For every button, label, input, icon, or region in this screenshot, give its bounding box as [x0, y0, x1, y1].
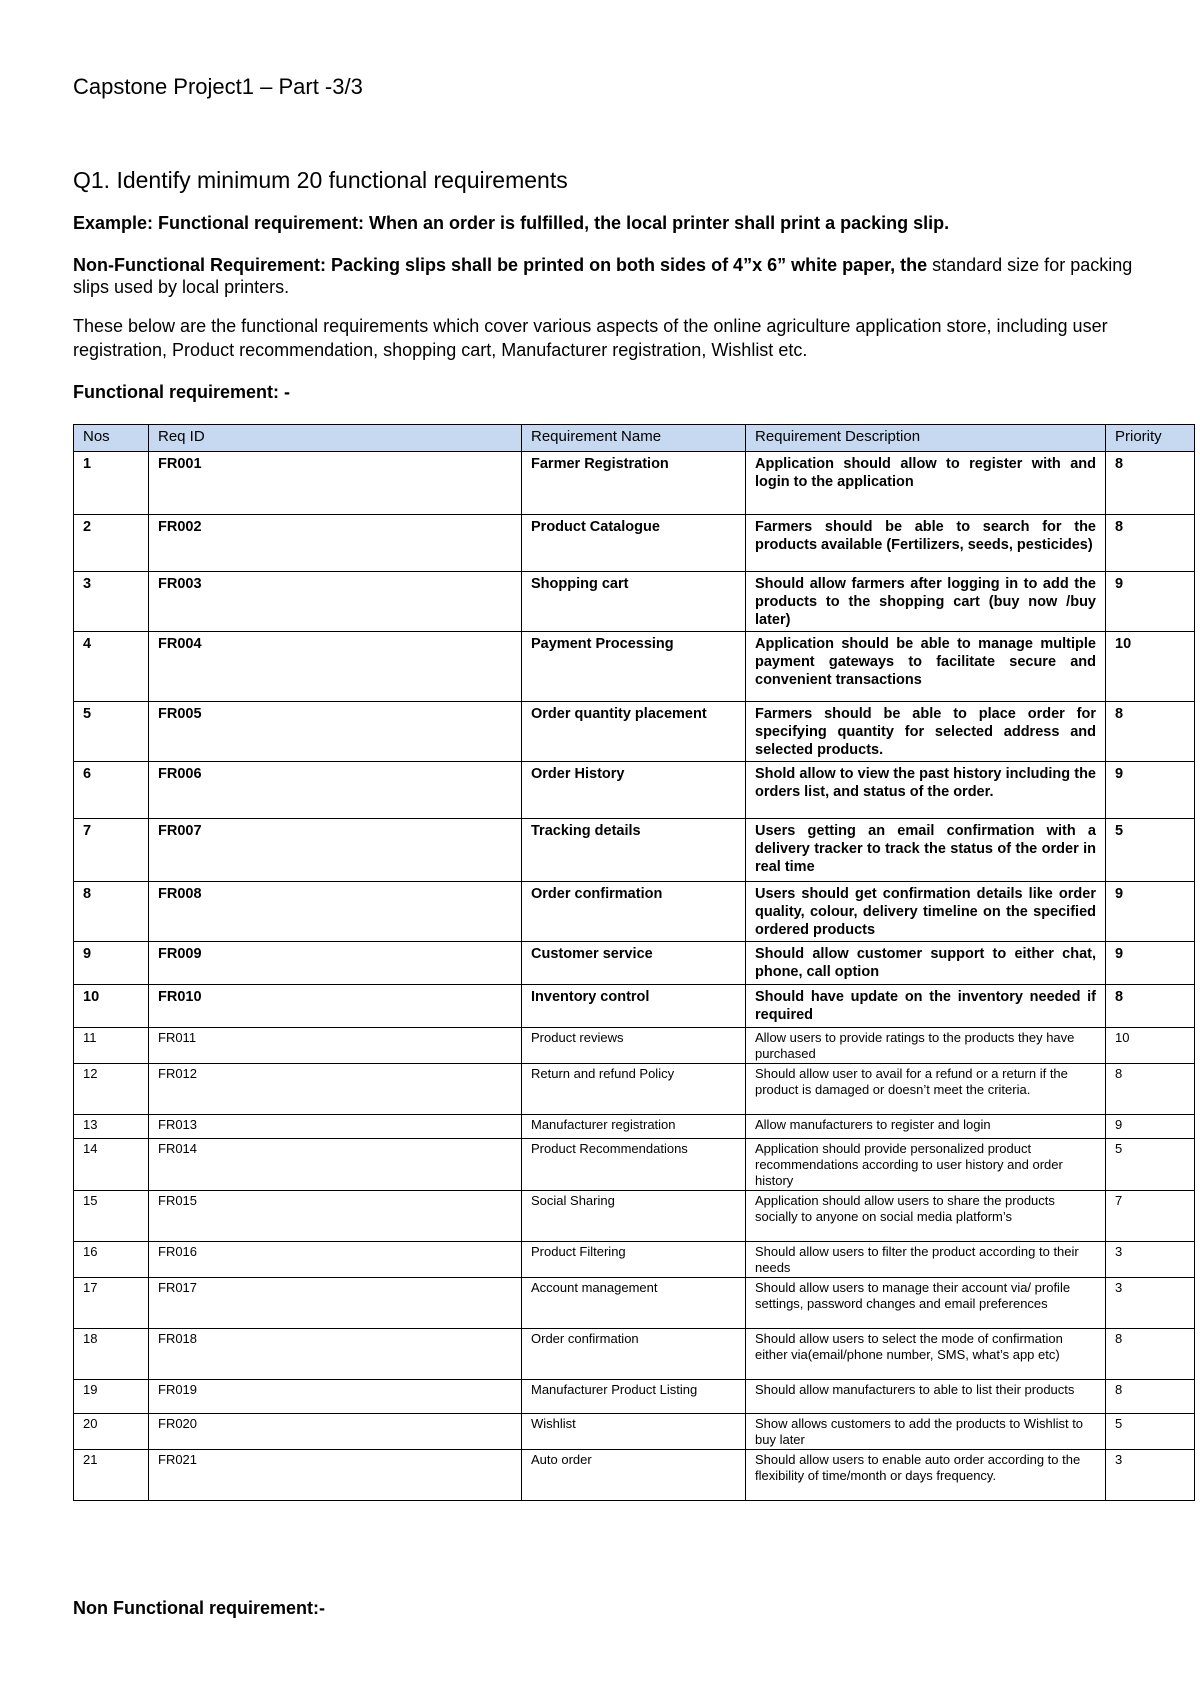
cell-req-id: FR017 [149, 1278, 522, 1329]
non-functional-requirement-heading: Non Functional requirement:- [73, 1598, 325, 1618]
cell-priority: 9 [1106, 942, 1195, 985]
cell-priority: 9 [1106, 572, 1195, 632]
cell-req-id: FR010 [149, 985, 522, 1028]
table-row [74, 1450, 1195, 1501]
cell-req-id: FR005 [149, 702, 522, 762]
cell-priority: 5 [1106, 1139, 1195, 1191]
cell-req-id: FR002 [149, 515, 522, 572]
cell-req-id: FR011 [149, 1028, 522, 1064]
cell-req-id: FR006 [149, 762, 522, 819]
cell-requirement-description: Application should allow users to share the products socially to anyone on social media platform’s [746, 1191, 1106, 1242]
cell-requirement-name: Product Catalogue [522, 515, 746, 572]
cell-requirement-description: Users should get confirmation details like order quality, colour, delivery timeline on the specified ordered products [746, 882, 1106, 942]
cell-req-id: FR012 [149, 1064, 522, 1115]
cell-req-id: FR016 [149, 1242, 522, 1278]
cell-requirement-name: Account management [522, 1278, 746, 1329]
cell-requirement-description: Should allow manufacturers to able to list their products [746, 1380, 1106, 1414]
cell-requirement-description: Should have update on the inventory needed if required [746, 985, 1106, 1028]
cell-requirement-name: Tracking details [522, 819, 746, 882]
cell-requirement-description: Should allow user to avail for a refund or a return if the product is damaged or doesn’t meet the criteria. [746, 1064, 1106, 1115]
cell-requirement-description: Should allow farmers after logging in to add the products to the shopping cart (buy now /buy later) [746, 572, 1106, 632]
cell-requirement-name: Return and refund Policy [522, 1064, 746, 1115]
cell-nos: 3 [74, 572, 149, 632]
table-row [74, 819, 1195, 882]
cell-nos: 9 [74, 942, 149, 985]
cell-nos: 6 [74, 762, 149, 819]
table-row [74, 1278, 1195, 1329]
cell-requirement-description: Should allow customer support to either chat, phone, call option [746, 942, 1106, 985]
cell-requirement-name: Manufacturer Product Listing [522, 1380, 746, 1414]
cell-priority: 8 [1106, 452, 1195, 515]
cell-nos: 11 [74, 1028, 149, 1064]
cell-priority: 5 [1106, 819, 1195, 882]
cell-req-id: FR014 [149, 1139, 522, 1191]
cell-priority: 8 [1106, 1380, 1195, 1414]
cell-requirement-description: Should allow users to select the mode of confirmation either via(email/phone number, SMS, what’s app etc) [746, 1329, 1106, 1380]
table-row [74, 515, 1195, 572]
cell-req-id: FR015 [149, 1191, 522, 1242]
table-row [74, 572, 1195, 632]
table-row [74, 762, 1195, 819]
cell-nos: 19 [74, 1380, 149, 1414]
header-requirement-description: Requirement Description [746, 425, 1106, 452]
cell-requirement-name: Product reviews [522, 1028, 746, 1064]
document-title: Capstone Project1 – Part -3/3 [73, 74, 363, 99]
non-functional-example-rest: standard size for packing slips used by local printers. [73, 255, 1133, 297]
requirements-table [73, 424, 1195, 1501]
cell-priority: 5 [1106, 1414, 1195, 1450]
cell-priority: 9 [1106, 882, 1195, 942]
cell-priority: 8 [1106, 702, 1195, 762]
cell-requirement-description: Users getting an email confirmation with a delivery tracker to track the status of the order in real time [746, 819, 1106, 882]
question-heading: Q1. Identify minimum 20 functional requirements [73, 167, 568, 193]
table-body [74, 452, 1195, 1501]
cell-priority: 3 [1106, 1242, 1195, 1278]
table-row [74, 1380, 1195, 1414]
cell-requirement-description: Shold allow to view the past history including the orders list, and status of the order. [746, 762, 1106, 819]
cell-requirement-description: Farmers should be able to search for the products available (Fertilizers, seeds, pesticides) [746, 515, 1106, 572]
cell-nos: 8 [74, 882, 149, 942]
cell-requirement-description: Should allow users to filter the product according to their needs [746, 1242, 1106, 1278]
cell-nos: 10 [74, 985, 149, 1028]
cell-nos: 13 [74, 1115, 149, 1139]
cell-requirement-name: Social Sharing [522, 1191, 746, 1242]
cell-priority: 8 [1106, 985, 1195, 1028]
cell-priority: 8 [1106, 515, 1195, 572]
cell-requirement-description: Application should provide personalized product recommendations according to user history and order history [746, 1139, 1106, 1191]
cell-requirement-name: Product Recommendations [522, 1139, 746, 1191]
cell-req-id: FR004 [149, 632, 522, 702]
table-row [74, 985, 1195, 1028]
cell-priority: 10 [1106, 632, 1195, 702]
table-row [74, 1115, 1195, 1139]
cell-requirement-name: Order History [522, 762, 746, 819]
cell-nos: 18 [74, 1329, 149, 1380]
cell-req-id: FR013 [149, 1115, 522, 1139]
cell-requirement-name: Shopping cart [522, 572, 746, 632]
cell-requirement-name: Order confirmation [522, 882, 746, 942]
header-priority: Priority [1106, 425, 1195, 452]
cell-req-id: FR019 [149, 1380, 522, 1414]
cell-req-id: FR021 [149, 1450, 522, 1501]
cell-priority: 8 [1106, 1064, 1195, 1115]
cell-priority: 3 [1106, 1450, 1195, 1501]
cell-requirement-name: Product Filtering [522, 1242, 746, 1278]
cell-requirement-description: Allow manufacturers to register and login [746, 1115, 1106, 1139]
functional-requirement-heading: Functional requirement: - [73, 382, 291, 402]
cell-requirement-name: Payment Processing [522, 632, 746, 702]
cell-requirement-name: Manufacturer registration [522, 1115, 746, 1139]
intro-paragraph: These below are the functional requirements which cover various aspects of the online agriculture application store, including user registration, Product recommendation, shopping cart, Manufacturer registration, Wishlist etc. [73, 316, 1108, 360]
cell-priority: 7 [1106, 1191, 1195, 1242]
table-row [74, 942, 1195, 985]
cell-requirement-description: Application should allow to register with and login to the application [746, 452, 1106, 515]
cell-nos: 12 [74, 1064, 149, 1115]
table-header-row [74, 425, 1195, 452]
header-requirement-name: Requirement Name [522, 425, 746, 452]
cell-requirement-description: Show allows customers to add the products to Wishlist to buy later [746, 1414, 1106, 1450]
cell-requirement-name: Wishlist [522, 1414, 746, 1450]
cell-req-id: FR007 [149, 819, 522, 882]
cell-requirement-name: Inventory control [522, 985, 746, 1028]
cell-nos: 17 [74, 1278, 149, 1329]
table-row [74, 1191, 1195, 1242]
table-row [74, 1242, 1195, 1278]
cell-priority: 9 [1106, 762, 1195, 819]
non-functional-example-bold: Non-Functional Requirement: Packing slips shall be printed on both sides of 4”x 6” white paper, the [73, 255, 928, 275]
table-row [74, 632, 1195, 702]
header-req-id: Req ID [149, 425, 522, 452]
table-row [74, 1414, 1195, 1450]
cell-nos: 15 [74, 1191, 149, 1242]
cell-priority: 10 [1106, 1028, 1195, 1064]
table-row [74, 452, 1195, 515]
cell-priority: 3 [1106, 1278, 1195, 1329]
table-row [74, 702, 1195, 762]
cell-nos: 4 [74, 632, 149, 702]
cell-req-id: FR003 [149, 572, 522, 632]
example-text: Example: Functional requirement: When an order is fulfilled, the local printer shall print a packing slip. [73, 213, 950, 233]
table-row [74, 882, 1195, 942]
cell-req-id: FR020 [149, 1414, 522, 1450]
cell-requirement-description: Should allow users to enable auto order according to the flexibility of time/month or days frequency. [746, 1450, 1106, 1501]
table-row [74, 1139, 1195, 1191]
non-functional-example [73, 254, 1148, 298]
cell-req-id: FR018 [149, 1329, 522, 1380]
cell-requirement-name: Auto order [522, 1450, 746, 1501]
cell-requirement-description: Allow users to provide ratings to the products they have purchased [746, 1028, 1106, 1064]
table-row [74, 1028, 1195, 1064]
cell-priority: 9 [1106, 1115, 1195, 1139]
cell-requirement-name: Customer service [522, 942, 746, 985]
cell-nos: 7 [74, 819, 149, 882]
cell-nos: 1 [74, 452, 149, 515]
table-row [74, 1329, 1195, 1380]
cell-req-id: FR001 [149, 452, 522, 515]
cell-nos: 14 [74, 1139, 149, 1191]
header-nos: Nos [74, 425, 149, 452]
cell-nos: 16 [74, 1242, 149, 1278]
cell-nos: 20 [74, 1414, 149, 1450]
cell-nos: 5 [74, 702, 149, 762]
cell-requirement-name: Order quantity placement [522, 702, 746, 762]
cell-requirement-description: Should allow users to manage their account via/ profile settings, password changes and email preferences [746, 1278, 1106, 1329]
cell-req-id: FR008 [149, 882, 522, 942]
cell-requirement-name: Farmer Registration [522, 452, 746, 515]
cell-requirement-description: Farmers should be able to place order for specifying quantity for selected address and selected products. [746, 702, 1106, 762]
table-row [74, 1064, 1195, 1115]
cell-requirement-name: Order confirmation [522, 1329, 746, 1380]
cell-req-id: FR009 [149, 942, 522, 985]
cell-priority: 8 [1106, 1329, 1195, 1380]
cell-nos: 2 [74, 515, 149, 572]
cell-nos: 21 [74, 1450, 149, 1501]
cell-requirement-description: Application should be able to manage multiple payment gateways to facilitate secure and convenient transactions [746, 632, 1106, 702]
